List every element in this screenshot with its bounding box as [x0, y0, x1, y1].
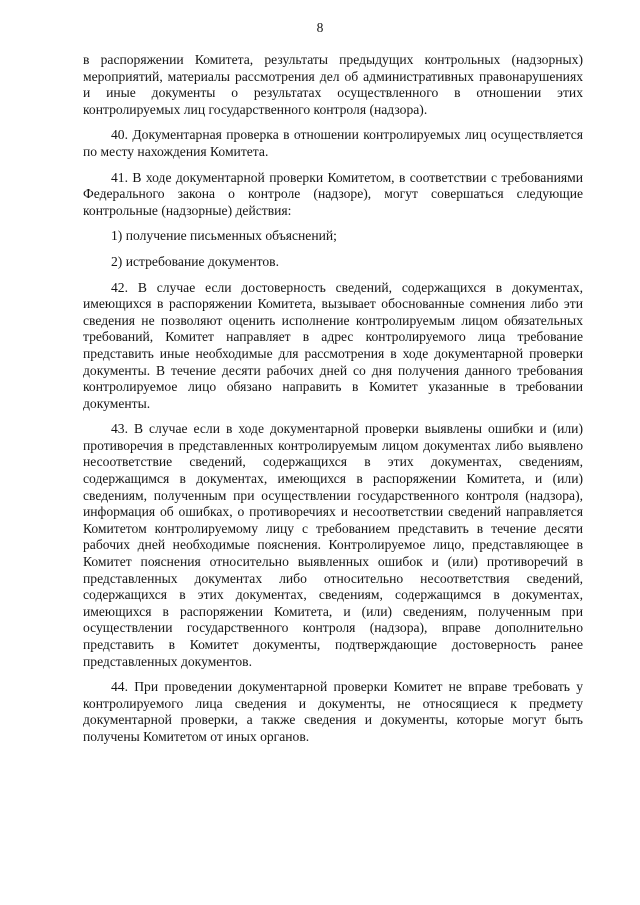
paragraph-41: 41. В ходе документарной проверки Комитетом, в соответствии с требованиями Федерального закона о контроле (надзоре), могут совершаться следующие контрольные (надзорные) действия:	[83, 169, 583, 218]
paragraph-43: 43. В случае если в ходе документарной проверки выявлены ошибки и (или) противоречия в представленных контролируемым лицом документах либо выявлено несоответствие сведений, содержащихся в этих документах, сведениям, содержащимся в документах, имеющихся в распоряжении Комитета, и (или) сведениям, полученным при осуществлении государственного контроля (надзора), информация об ошибках, о противоречиях и несоответствии сведений направляется Комитетом контролируемому лицу с требованием представить в течение десяти рабочих дней необходимые пояснения. Контролируемое лицо, представляющее в Комитет пояснения относительно выявленных ошибок и (или) противоречий в представленных документах либо относительно несоответствия сведений, содержащихся в этих документах, сведениям, содержащимся в документах, имеющихся в распоряжении Комитета, и (или) сведениям, полученным при осуществлении государственного контроля (надзора), вправе дополнительно представить в Комитет документы, подтверждающие достоверность ранее представленных документов.	[83, 421, 583, 669]
list-item-2: 2) истребование документов.	[111, 253, 279, 269]
paragraph-42: 42. В случае если достоверность сведений, содержащихся в документах, имеющихся в распоряжении Комитета, вызывает обоснованные сомнения либо эти сведения не позволяют оценить исполнение контролируемым лицом обязательных требований, Комитет направляет в адрес контролируемого лица требование представить иные необходимые для рассмотрения в ходе документарной проверки документы. В течение десяти рабочих дней со дня получения данного требования контролируемое лицо обязано направить в Комитет указанные в требовании документы.	[83, 279, 583, 411]
page-number: 8	[316, 20, 324, 35]
list-item-1: 1) получение письменных объяснений;	[111, 228, 337, 244]
paragraph-continuation: в распоряжении Комитета, результаты предыдущих контрольных (надзорных) мероприятий, материалы рассмотрения дел об административных правонарушениях и иные документы о результатах осуществленного в отношении этих контролируемых лиц государственного контроля (надзора).	[83, 52, 583, 117]
paragraph-44: 44. При проведении документарной проверки Комитет не вправе требовать у контролируемого лица сведения и документы, не относящиеся к предмету документарной проверки, а также сведения и документы, которые могут быть получены Комитетом от иных органов.	[83, 679, 583, 744]
document-body	[83, 52, 583, 746]
paragraph-40: 40. Документарная проверка в отношении контролируемых лиц осуществляется по месту нахождения Комитета.	[83, 127, 583, 159]
